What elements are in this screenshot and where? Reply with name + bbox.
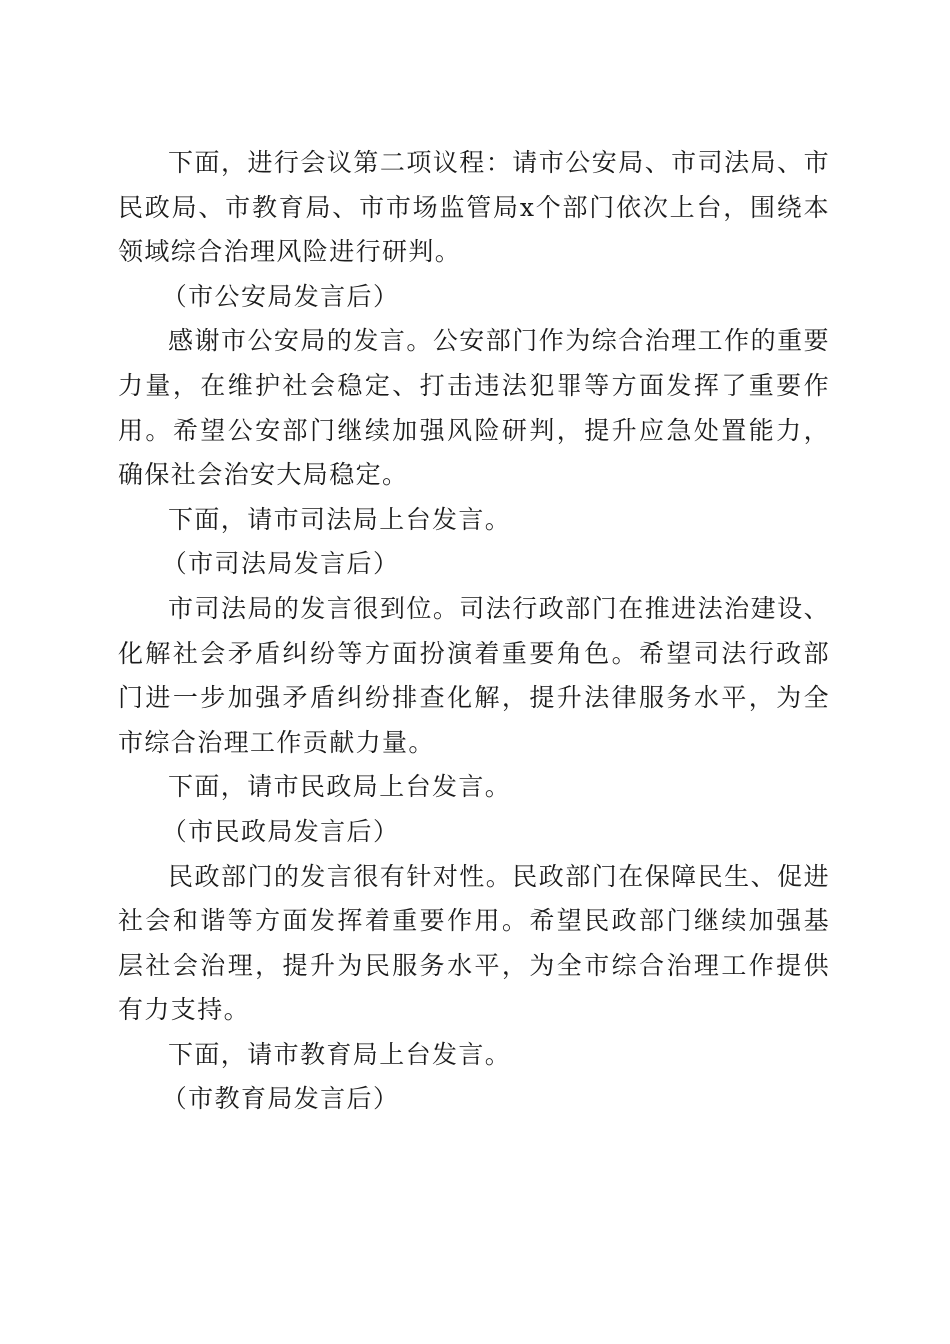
paragraph-education-invite: 下面，请市教育局上台发言。 xyxy=(168,1039,512,1069)
stage-note-justice: （市司法局发言后） xyxy=(161,549,400,579)
paragraph-civil-affairs-remarks: 民政部门的发言很有针对性。民政部门在保障民生、促进社会和谐等方面发挥着重要作用。希望民政部门继续加强基层社会治理，提升为民服务水平，为全市综合治理工作提供有力支持。 xyxy=(118,861,830,1025)
document-body xyxy=(118,141,830,1122)
paragraph-civil-affairs-invite: 下面，请市民政局上台发言。 xyxy=(168,772,512,802)
paragraph-agenda-intro: 下面，进行会议第二项议程：请市公安局、市司法局、市民政局、市教育局、市市场监管局x个部门依次上台，围绕本领域综合治理风险进行研判。 xyxy=(118,148,830,267)
stage-note-public-security: （市公安局发言后） xyxy=(161,281,400,311)
stage-note-education: （市教育局发言后） xyxy=(161,1084,400,1114)
paragraph-justice-invite: 下面，请市司法局上台发言。 xyxy=(168,504,512,534)
paragraph-justice-remarks: 市司法局的发言很到位。司法行政部门在推进法治建设、化解社会矛盾纠纷等方面扮演着重要角色。希望司法行政部门进一步加强矛盾纠纷排查化解，提升法律服务水平，为全市综合治理工作贡献力量。 xyxy=(118,593,830,757)
stage-note-civil-affairs: （市民政局发言后） xyxy=(161,816,400,846)
paragraph-public-security-remarks: 感谢市公安局的发言。公安部门作为综合治理工作的重要力量，在维护社会稳定、打击违法犯罪等方面发挥了重要作用。希望公安部门继续加强风险研判，提升应急处置能力，确保社会治安大局稳定。 xyxy=(118,326,830,490)
